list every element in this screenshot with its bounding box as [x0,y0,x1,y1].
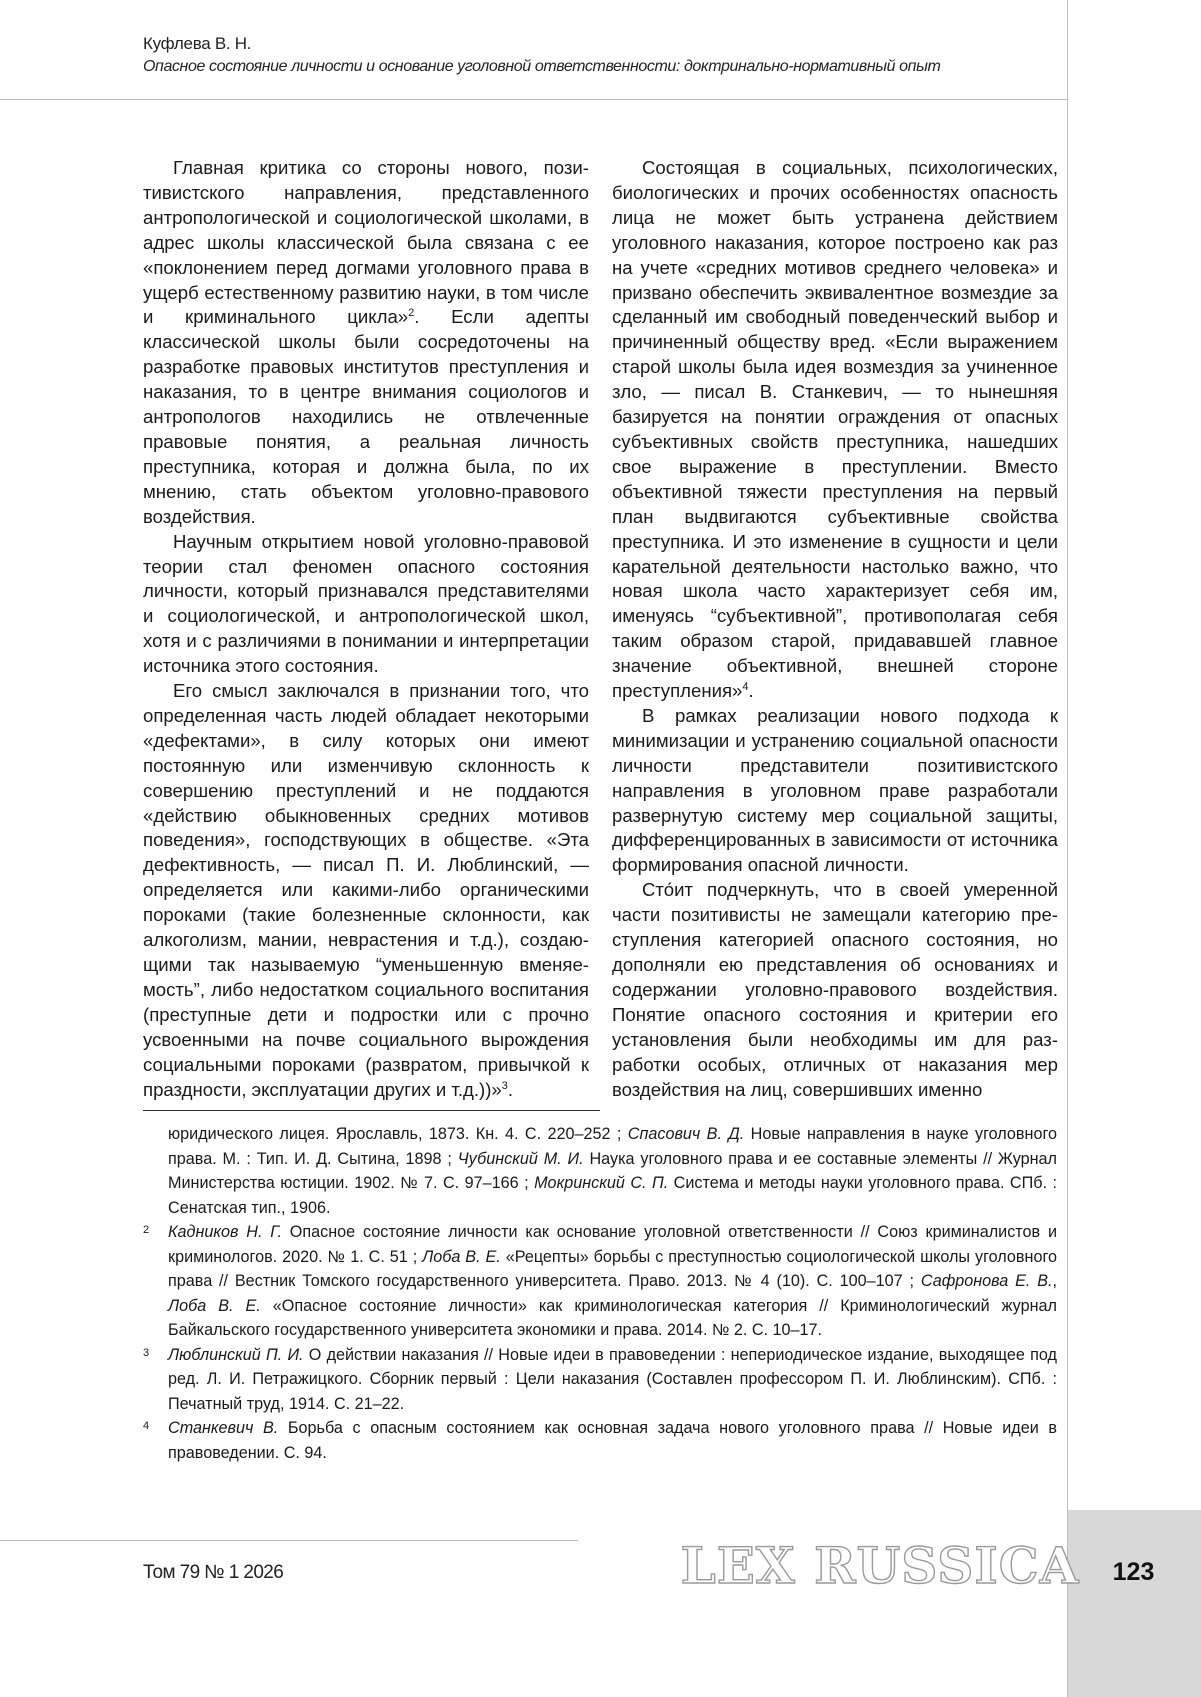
journal-logo [680,1535,1080,1595]
paragraph: Сто́ит подчеркнуть, что в своей умеренной части позитивисты не замещали категорию преступления категорией опасного состояния, но дополняли ею представления об основаниях и содержании уголовно-правового воздействия. Понятие опасного состояния и критерии его установления были необходимы им для разработки особых, отличных от наказания мер воздействия на лиц, совершивших именно [612,879,1058,1100]
header-divider [0,99,1067,100]
running-header-title: Опасное состояние личности и основание уголовной ответственности: доктринально-нормативный опыт [143,58,941,75]
paragraph: Состоящая в социальных, психологических, биологических и прочих особенностях опасность лица не может быть устранена действием уголовного наказания, которое построено как раз на учете «средних мотивов среднего человека» и призвано обеспечить эквивалентное возмездие за сделанный им свободный поведенческий выбор и причиненный обществу вред. «Если выражением старой школы была идея возмездия за учиненное зло, — писал В. Станкевич, — то нынешняя базируется на понятии ограждения от опасных субъективных свойств преступника, нашедших свое выражение в преступлении. Вместо объективной тяжести преступления на первый план выдвигаются субъективные свойства преступника. И это изменение в сущности и цели карательной деятельности настолько важно, что новая школа часто характеризует себя им, именуясь “субъективной”, противополагая себя таким образом старой, придававшей главное значение объективной, внешней стороне преступления»$^4$. [612,157,1058,702]
paragraph: Главная критика со стороны нового, позитивистского направления, представленного антропологической и социологической школами, в адрес школы классической была связана с ее «поклонением перед догмами уголовного права в ущерб естественному развитию науки, в том числе и криминального цикла»$^2$. Если адепты классической школы были сосредоточены на разработке правовых институтов преступления и наказания, то в центре внимания социологов и антропологов находились не отвлеченные правовые понятия, а реальная личность преступника, которая и должна была, по их мнению, стать объектом уголовно-правового воздействия. [143,157,589,527]
footnote-3: 3 Люблинский П. И. О действии наказания // Новые идеи в правоведении : непериодическое издание, выходящее под ред. Л. И. Петражицкого. Сборник первый : Цели наказания (Составлен профессором П. И. Люблинским). СПб. : Печатный труд, 1914. С. 21–22. [143,1343,1057,1417]
paragraph: Его смысл заключался в признании того, что определенная часть людей обладает некоторыми «дефектами», в силу которых они имеют постоянную или изменчивую склонность к совершению преступлений и не поддаются «действию обыкновенных средних мотивов поведения», господствующих в обществе. «Эта дефективность, — писал П. И. Люблинский, — определяется или какими-либо органическими пороками (такие болезненные склонности, как алкоголизм, мании, неврастения и т.д.), создающими так называемую “уменьшенную вменяемость”, либо недостатком социального воспитания (преступные дети и подростки или с прочно усвоенными на почве социального вырождения социальными пороками (развратом, привычкой к праздности, эксплуатации других и т.д.))»$^3$. [143,680,589,1100]
footnote-number: 2 [143,1224,150,1236]
page-number: 123 [1112,1558,1155,1586]
footnote-number: 4 [143,1420,150,1432]
footnote-ref-3[interactable]: 3 [501,1079,508,1092]
footer-divider [0,1540,578,1541]
footnotes [143,1122,1057,1465]
running-header-author: Куфлева В. Н. [143,34,252,53]
paragraph: В рамках реализации нового подхода к минимизации и устранению социальной опасности личности представители позитивистского направления в уголовном праве разработали развернутую систему мер социальной защиты, дифференцированных в зависимости от источника формирования опасной личности. [612,704,1058,876]
body-column-left [143,156,589,1102]
page-number-block [1067,1510,1201,1697]
footnote-divider [143,1110,600,1111]
paragraph: Научным открытием новой уголовно-правовой теории стал феномен опасного состояния личности, который признавался представителями и социологической, и антропологической школ, хотя и с различиями в понимании и интерпретации источника этого состояния. [143,530,589,677]
journal-logo-text: LEX RUSSICA [680,1536,1080,1595]
body-column-right [612,156,1058,1102]
footnote-number: 3 [143,1346,150,1359]
footnote-4: 4 Станкевич В. Борьба с опасным состоянием как основная задача нового уголовного права // Новые идеи в правоведении. С. 94. [143,1416,1057,1465]
footnote-2: 2 Кадников Н. Г. Опасное состояние личности как основание уголовной ответственности // Союз криминалистов и криминологов. 2020. № 1. С. 51 ; Лоба В. Е. «Рецепты» борьбы с преступностью социологической школы уголовного права // Вестник Томского государственного университета. Право. 2013. № 4 (10). С. 100–107 ; Сафронова Е. В., Лоба В. Е. «Опасное состояние личности» как криминологическая категория // Криминологический журнал Байкальского государственного университета экономики и права. 2014. № 2. С. 10–17. [143,1220,1057,1343]
footnote-continuation: юридического лицея. Ярославль, 1873. Кн. 4. С. 220–252 ; Спасович В. Д. Новые направления в науке уголовного права. М. : Тип. И. Д. Сытина, 1898 ; Чубинский М. И. Наука уголовного права и ее составные элементы // Журнал Министерства юстиции. 1902. № 7. С. 97–166 ; Мокринский С. П. Система и методы науки уголовного права. СПб. : Сенатская тип., 1906. [168,1125,1057,1217]
right-margin-bar [1067,0,1201,1697]
footnote-ref-2[interactable]: 2 [408,307,415,320]
issue-info: Том 79 № 1 2026 [143,1562,284,1583]
footnote-ref-4[interactable]: 4 [742,680,749,693]
